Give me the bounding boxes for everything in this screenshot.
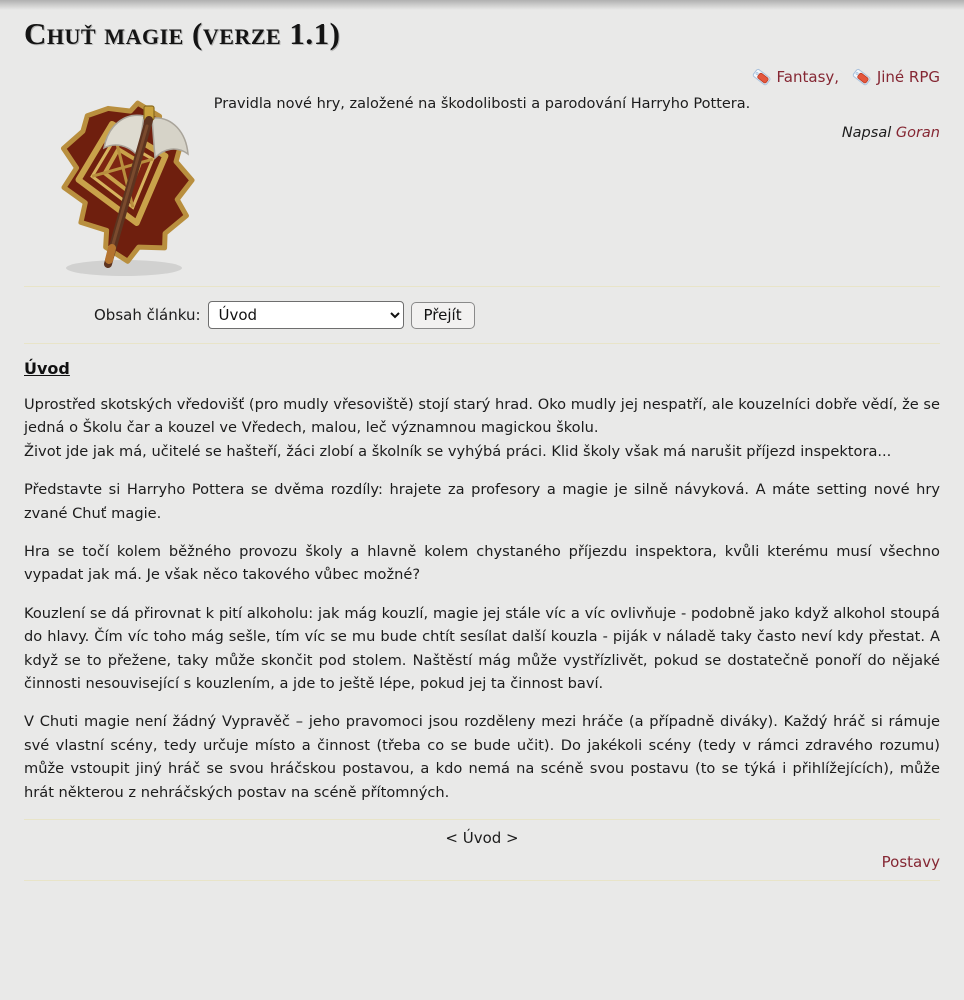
tag-label[interactable]: Fantasy, <box>776 68 840 86</box>
article-header <box>24 94 940 286</box>
page-top-shadow <box>0 0 964 10</box>
tag-link-jine-rpg[interactable] <box>852 68 940 86</box>
paragraph: Hra se točí kolem běžného provozu školy a hlavně kolem chystaného příjezdu inspektora, kvůli kterému musí všechno vypadat jak má. Je však něco takového vůbec možné? <box>24 543 940 584</box>
divider <box>24 343 940 344</box>
author-link[interactable]: Goran <box>895 125 940 141</box>
byline-prefix: Napsal <box>841 125 892 141</box>
shield-axe-image <box>52 96 204 280</box>
pager-next <box>24 853 940 871</box>
pager-next-link[interactable]: Postavy <box>881 853 940 872</box>
article-page <box>0 16 964 881</box>
toc-select[interactable] <box>208 301 404 329</box>
intro-line-2: Život jde jak má, učitelé se hašteří, žáci zlobí a školník se vyhýbá práci. Klid školy však má narušit příjezd inspektora... <box>24 442 892 460</box>
toc-label: Obsah článku: <box>94 306 201 324</box>
paragraph: Kouzlení se dá přirovnat k pití alkoholu: jak mág kouzlí, magie jej stále víc a víc ovlivňuje - podobně jako když alkohol stoupá do hlavy. Čím víc toho mág sešle, tím víc se mu bude chtít sesílat další kouzla - piják v náladě taky často neví kdy přestat. A když se to přežene, taky může skončit pod stolem. Naštěstí mág může vystřízlivět, pokud se dostatečně ponoří do nějaké činnosti nesouvisející s kouzlením, a jde to ještě lépe, pokud jej ta činnost baví. <box>24 604 940 693</box>
tags-row <box>24 68 940 86</box>
tag-icon <box>852 68 872 86</box>
toc-row <box>94 300 940 330</box>
article-content <box>24 359 940 804</box>
tag-link-fantasy[interactable] <box>752 68 839 86</box>
section-heading: Úvod <box>24 359 70 378</box>
tag-icon <box>752 68 772 86</box>
divider <box>24 286 940 287</box>
intro-line-1: Uprostřed skotských vředovišť (pro mudly vřesoviště) stojí starý hrad. Oko mudly jej nespatří, ale kouzelníci dobře vědí, že se jedná o Školu čar a kouzel ve Vředech, malou, leč významnou magickou školu. <box>24 396 940 437</box>
pager-current: < Úvod > <box>445 829 519 848</box>
page-title: Chuť magie (verze 1.1) <box>24 16 341 51</box>
divider <box>24 819 940 820</box>
divider <box>24 880 940 881</box>
paragraph-intro <box>24 393 940 463</box>
tag-label[interactable]: Jiné RPG <box>876 68 940 86</box>
paragraph: V Chuti magie není žádný Vypravěč – jeho pravomoci jsou rozděleny mezi hráče (a případně diváky). Každý hráč si rámuje své vlastní scény, tedy určuje místo a činnost (třeba co se bude učit). Do jakékoli scény (tedy v rámci zdravého rozumu) může vstoupit jiný hráč se svou hráčskou postavou, a kdo nemá na scéně svou postavu (to se týká i přihlížejících), může hrát některou z nehráčských postav na scéně přítomných. <box>24 713 940 801</box>
toc-go-button[interactable]: Přejít <box>411 302 475 329</box>
article-description: Pravidla nové hry, založené na škodolibosti a parodování Harryho Pottera. <box>213 96 751 112</box>
paragraph: Představte si Harryho Pottera se dvěma rozdíly: hrajete za profesory a magie je silně návyková. A máte setting nové hry zvané Chuť magie. <box>24 481 940 522</box>
